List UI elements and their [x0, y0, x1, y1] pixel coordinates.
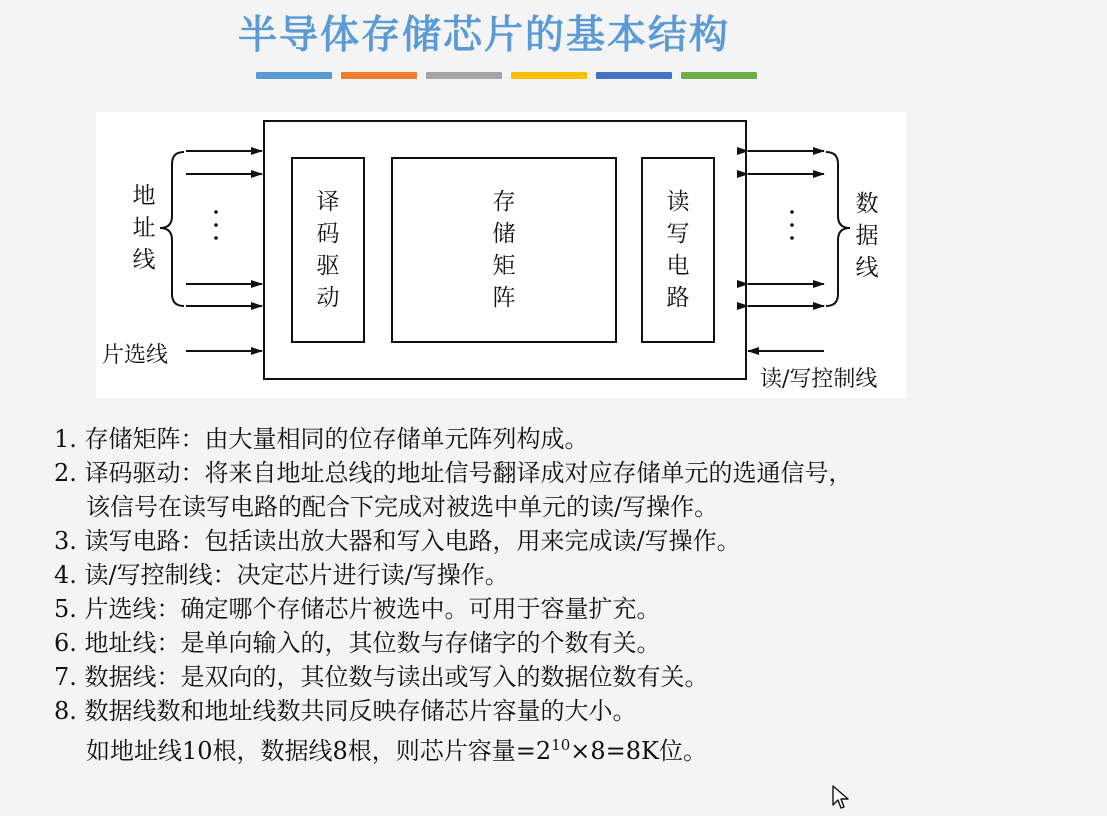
chip-select-label: 片选线: [102, 343, 169, 368]
capacity-note-prefix: 如地址线10根，数据线8根，则芯片容量=2: [86, 737, 552, 765]
color-bar-segment: [511, 72, 587, 79]
address-line-label: 地址线: [132, 183, 156, 273]
note-item: 6. 地址线：是单向输入的，其位数与存储字的个数有关。: [54, 629, 661, 657]
color-bar-segment: [426, 72, 502, 79]
color-bar-segment: [256, 72, 332, 79]
color-bar-segment: [681, 72, 757, 79]
mouse-cursor-icon: [832, 785, 850, 811]
note-item: 2. 译码驱动：将来自地址总线的地址信号翻译成对应存储单元的选通信号，: [54, 459, 853, 487]
data-line-arrows: [748, 151, 824, 306]
address-brace: [160, 152, 184, 306]
color-bar-segment: [596, 72, 672, 79]
note-continuation: 该信号在读写电路的配合下完成对被选中单元的读/写操作。: [86, 493, 719, 521]
color-bar-segment: [341, 72, 417, 79]
capacity-note-suffix: ×8=8K位。: [570, 737, 707, 765]
notes-list: [54, 422, 1094, 768]
chip-structure-diagram: [96, 112, 906, 398]
rw-control-label: 读/写控制线: [760, 367, 878, 392]
slide-title: 半导体存储芯片的基本结构: [238, 13, 731, 58]
data-ellipsis: [790, 210, 794, 240]
note-item: 3. 读写电路：包括读出放大器和写入电路，用来完成读/写操作。: [54, 527, 741, 555]
decoder-label: 译码驱动: [316, 189, 340, 311]
capacity-note: [54, 728, 1094, 768]
note-item: 4. 读/写控制线：决定芯片进行读/写操作。: [54, 561, 509, 589]
data-line-label: 数据线: [855, 191, 879, 281]
data-brace: [826, 152, 850, 306]
matrix-label: 存储矩阵: [492, 189, 516, 311]
note-item: 1. 存储矩阵：由大量相同的位存储单元阵列构成。: [54, 425, 589, 453]
capacity-note-exponent: 10: [551, 736, 571, 754]
note-item: 5. 片选线：确定哪个存储芯片被选中。可用于容量扩充。: [54, 595, 661, 623]
address-ellipsis: [214, 210, 218, 240]
rw-circuit-label: 读写电路: [666, 189, 690, 311]
note-item: 8. 数据线数和地址线数共同反映存储芯片容量的大小。: [54, 697, 637, 725]
note-item: 7. 数据线：是双向的，其位数与读出或写入的数据位数有关。: [54, 663, 709, 691]
address-line-arrows: [186, 151, 262, 306]
